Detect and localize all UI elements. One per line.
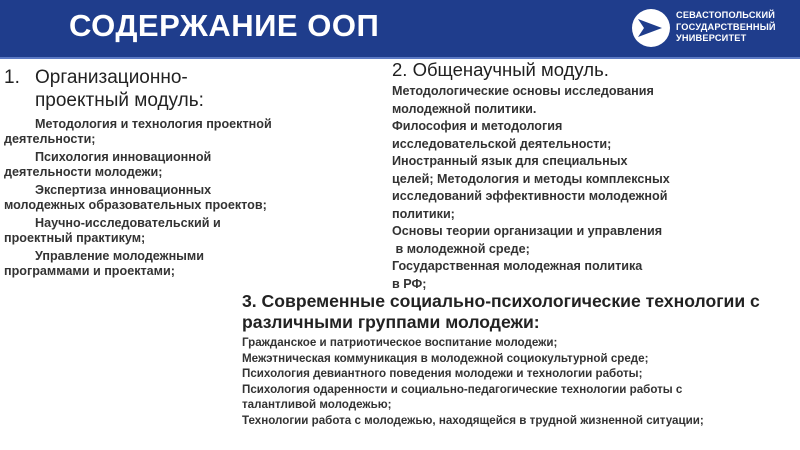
module-3-list — [242, 335, 798, 429]
list-line: целей; Методология и методы комплексных — [392, 171, 670, 186]
module-2-title: 2. Общенаучный модуль. — [392, 59, 609, 80]
module-3-title: 3. Современные социально-психологические технологии с различными группами молодежи: — [242, 291, 760, 332]
list-line: талантливой молодежью; — [242, 398, 392, 412]
university-name-line: УНИВЕРСИТЕТ — [676, 33, 747, 43]
list-line: Основы теории организации и управления — [392, 224, 663, 238]
module-1-list — [4, 117, 276, 279]
university-name-line: СЕВАСТОПОЛЬСКИЙ — [676, 10, 776, 20]
list-item: Научно-исследовательский и проектный практикум; — [4, 216, 221, 245]
list-line: в молодежной среде; — [392, 241, 530, 256]
list-line: молодежной политики. — [392, 101, 537, 116]
list-line: Методологические основы исследования — [392, 84, 654, 98]
university-logo — [631, 8, 793, 48]
module-2 — [392, 58, 722, 293]
list-line: Государственная молодежная политика — [392, 259, 643, 273]
module-1-heading — [4, 66, 276, 112]
list-line: Технологии работа с молодежью, находящейся в трудной жизненной ситуации; — [242, 413, 704, 427]
list-line: в РФ; — [392, 276, 427, 291]
module-2-list — [392, 83, 722, 293]
list-item: Методология и технология проектной деятельности; — [4, 117, 272, 146]
module-1 — [4, 66, 276, 282]
list-line: Гражданское и патриотическое воспитание молодежи; — [242, 336, 558, 349]
list-line: Психология одаренности и социально-педагогические технологии работы с — [242, 382, 683, 396]
university-name-line: ГОСУДАРСТВЕННЫЙ — [676, 21, 776, 32]
list-line: исследований эффективности молодежной — [392, 189, 668, 203]
header-bar — [0, 0, 800, 59]
list-line: Межэтническая коммуникация в молодежной социокультурной среде; — [242, 351, 649, 365]
list-item: Психология инновационной деятельности молодежи; — [4, 150, 212, 179]
list-item: Управление молодежными программами и проектами; — [4, 249, 204, 278]
list-line: Психология девиантного поведения молодежи и технологии работы; — [242, 367, 643, 381]
list-line: исследовательской деятельности; — [392, 136, 612, 151]
module-1-number: 1. — [4, 67, 20, 88]
university-name — [676, 10, 776, 45]
list-item: Экспертиза инновационных молодежных образовательных проектов; — [4, 183, 267, 212]
module-3 — [242, 291, 798, 429]
university-logo-icon — [631, 8, 671, 48]
list-line: Философия и методология — [392, 119, 563, 133]
list-line: политики; — [392, 206, 455, 221]
slide-title: СОДЕРЖАНИЕ ООП — [69, 8, 380, 43]
module-1-title: Организационно-проектный модуль: — [35, 67, 204, 111]
list-line: Иностранный язык для специальных — [392, 154, 628, 168]
